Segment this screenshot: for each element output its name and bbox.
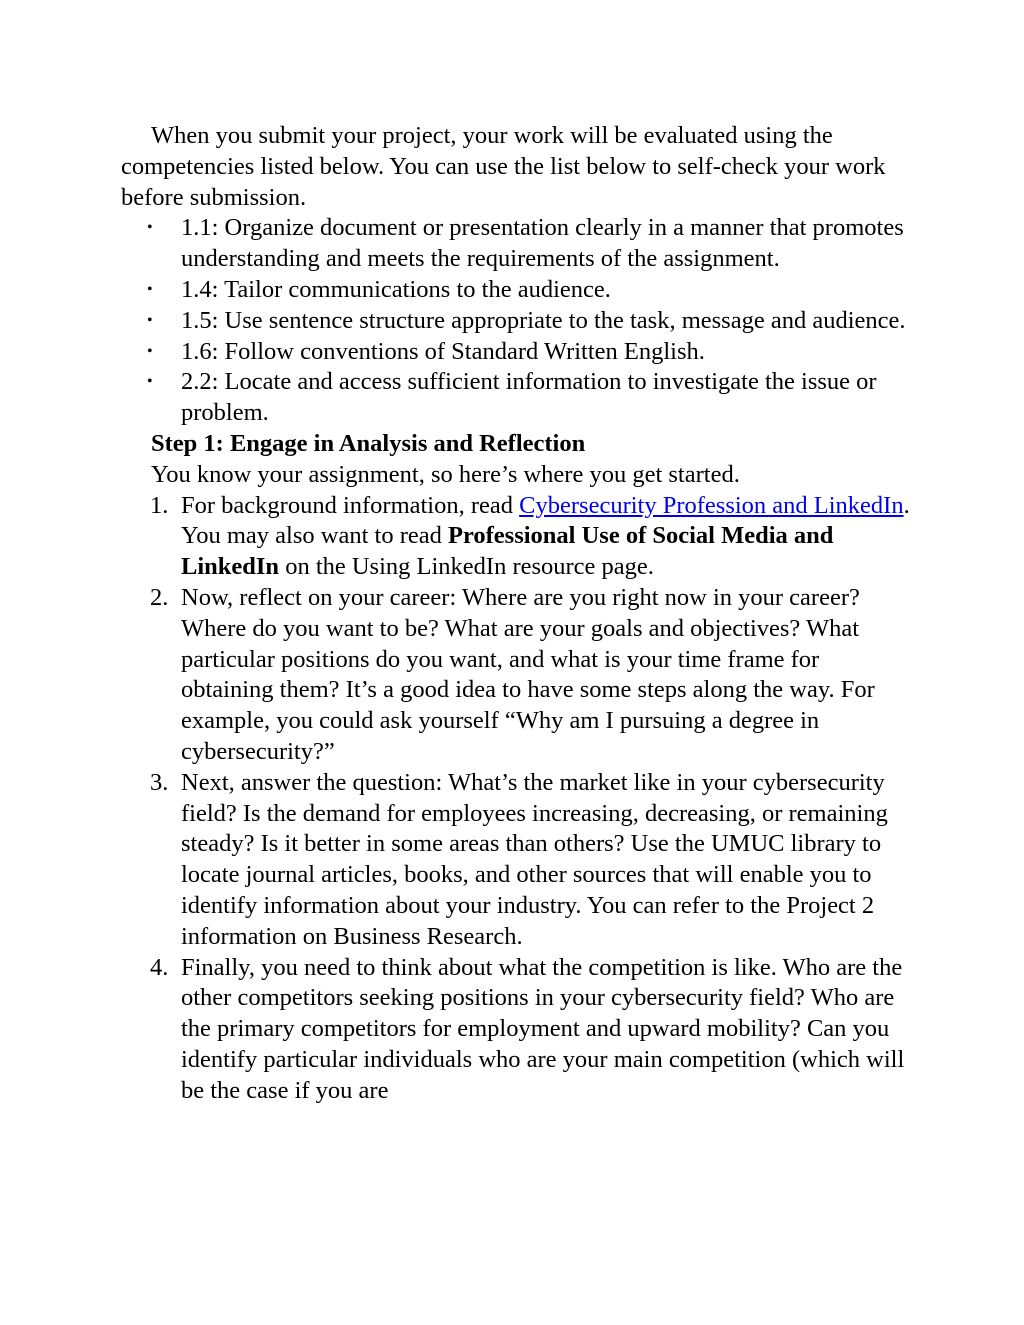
competency-text: 1.1: Organize document or presentation clearly in a manner that promotes understanding and meets the requirements of the assignment. — [181, 214, 904, 273]
step-text: Now, reflect on your career: Where are you right now in your career? Where do you want to be? What are your goals and objectives? What particular positions do you want, and what is your time frame for obtaining them? It’s a good idea to have some steps along the way. For example, you could ask yourself “Why am I pursuing a degree in cybersecurity?” — [181, 583, 875, 765]
professional-use-resource-title: Professional Use of Social Media and LinkedIn — [181, 522, 834, 581]
competency-item — [147, 213, 911, 275]
step-number: 3. — [150, 768, 169, 796]
step-1-lead: You know your assignment, so here’s where you get started. — [151, 460, 740, 488]
bullet-icon: • — [147, 373, 153, 391]
step-number: 1. — [150, 491, 169, 519]
competency-item — [147, 367, 911, 429]
bullet-icon: • — [147, 280, 153, 298]
step-1-list — [121, 491, 911, 1107]
step-number: 4. — [150, 953, 169, 981]
competency-text: 1.4: Tailor communications to the audience. — [181, 275, 611, 303]
competency-item — [147, 337, 911, 368]
bullet-icon: • — [147, 311, 153, 329]
cybersecurity-profession-link[interactable]: Cybersecurity Profession and LinkedIn — [519, 491, 904, 519]
step-item — [150, 583, 911, 768]
step-text: Next, answer the question: What’s the market like in your cybersecurity field? Is the demand for employees increasing, decreasing, or remaining steady? Is it better in some areas than others? Use the UMUC library to locate journal articles, books, and other sources that will enable you to identify information about your industry. You can refer to the Project 2 information on Business Research. — [181, 768, 888, 950]
step-text-post: on the Using LinkedIn resource page. — [279, 553, 654, 581]
competency-item — [147, 275, 911, 306]
step-item — [150, 491, 911, 583]
step-text-mid: . You may also want to read — [181, 491, 910, 550]
competency-text: 1.5: Use sentence structure appropriate to the task, message and audience. — [181, 306, 906, 334]
competency-list — [121, 213, 911, 429]
step-item — [150, 953, 911, 1107]
bullet-icon: • — [147, 342, 153, 360]
bullet-icon: • — [147, 219, 153, 237]
step-text: Finally, you need to think about what the competition is like. Who are the other competitors seeking positions in your cybersecurity field? Who are the primary competitors for employment and upward mobility? Can you identify particular individuals who are your main competition (which will be the case if you are — [181, 953, 905, 1104]
competency-text: 1.6: Follow conventions of Standard Written English. — [181, 337, 705, 365]
competency-item — [147, 306, 911, 337]
step-item — [150, 768, 911, 953]
step-1-heading: Step 1: Engage in Analysis and Reflection — [151, 429, 586, 457]
intro-paragraph: When you submit your project, your work will be evaluated using the competencies listed below. You can use the list below to self-check your work before submission. — [121, 122, 886, 211]
document-page — [121, 121, 911, 1107]
competency-text: 2.2: Locate and access sufficient information to investigate the issue or problem. — [181, 368, 877, 427]
step-text-pre: For background information, read — [181, 491, 520, 519]
step-number: 2. — [150, 583, 169, 611]
